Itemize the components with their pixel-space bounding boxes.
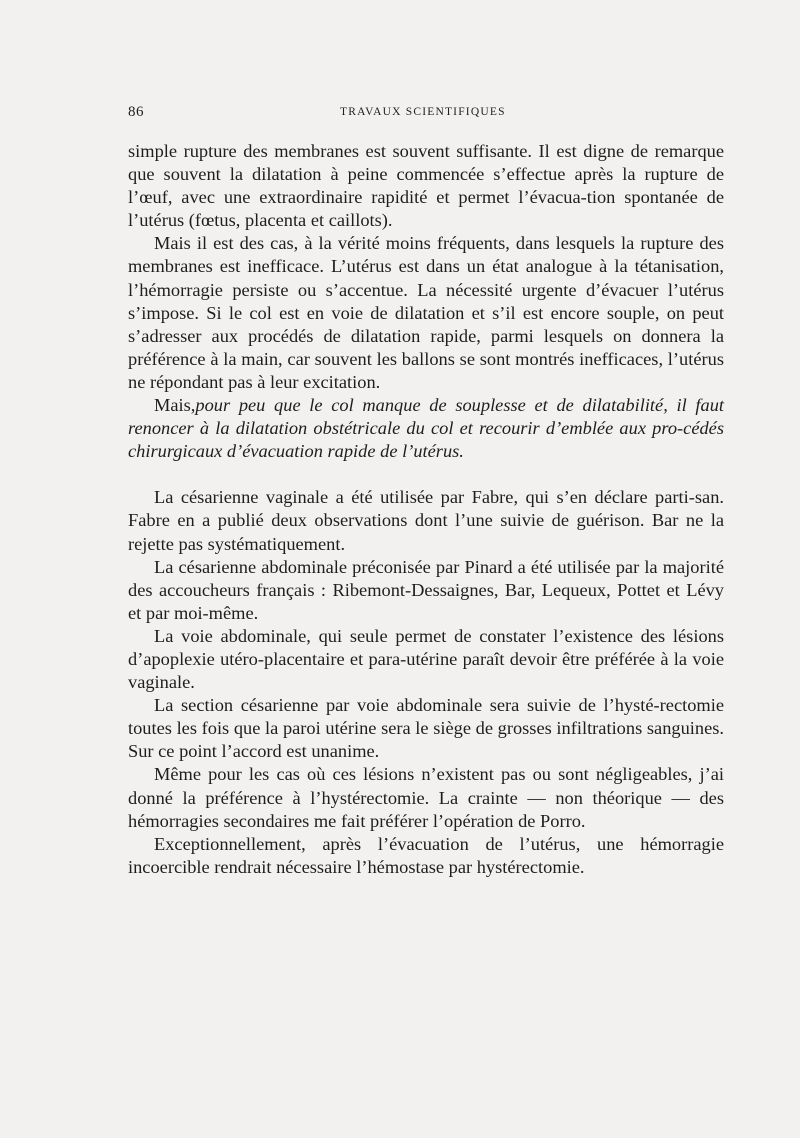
page-number: 86 [128,104,144,120]
running-head: TRAVAUX SCIENTIFIQUES [340,106,506,118]
paragraph-1: simple rupture des membranes est souvent suffisante. Il est digne de remarque que souvent la dilatation à peine commencée s’effectue après la rupture de l’œuf, avec une extraordinaire rapidité et permet l’évacua-tion spontanée de l’utérus (fœtus, placenta et caillots). [128,141,724,231]
page-header [128,104,724,124]
paragraph-8: Même pour les cas où ces lésions n’existent pas ou sont négligeables, j’ai donné la préférence à l’hystérectomie. La crainte — non théorique — des hémorragies secondaires me fait préférer l’opération de Porro. [128,764,724,831]
paragraph-2: Mais il est des cas, à la vérité moins fréquents, dans lesquels la rupture des membranes est inefficace. L’utérus est dans un état analogue à la tétanisation, l’hémorragie persiste ou s’accentue. La nécessité urgente d’évacuer l’utérus s’impose. Si le col est en voie de dilatation et s’il est encore souple, on peut s’adresser aux procédés de dilatation rapide, parmi lesquels on donnera la préférence à la main, car souvent les ballons se sont montrés inefficaces, l’utérus ne répondant pas à leur excitation. [128,233,724,392]
paragraph-3 [128,394,724,463]
paragraph-5: La césarienne abdominale préconisée par Pinard a été utilisée par la majorité des accoucheurs français : Ribemont-Dessaignes, Bar, Lequeux, Pottet et Lévy et par moi-même. [128,556,724,623]
paragraph-9: Exceptionnellement, après l’évacuation de l’utérus, une hémorragie incoercible rendrait nécessaire l’hémostase par hystérectomie. [128,833,724,877]
paragraph-6: La voie abdominale, qui seule permet de constater l’existence des lésions d’apoplexie utéro-placentaire et para-utérine paraît devoir être préférée à la voie vaginale. [128,625,724,693]
paragraph-7: La section césarienne par voie abdominale sera suivie de l’hysté-rectomie toutes les fois que la paroi utérine sera le siège de grosses infiltrations sanguines. Sur ce point l’accord est unanime. [128,695,724,762]
paragraph-4: La césarienne vaginale a été utilisée par Fabre, qui s’en déclare parti-san. Fabre en a publié deux observations dont l’une suivie de guérison. Bar ne la rejette pas systématiquement. [128,487,724,554]
body-text [128,140,724,879]
paragraph-3-italic: pour peu que le col manque de souplesse et de dilatabilité, il faut renoncer à la dilatation obstétricale du col et recourir d’emblée aux pro-cédés chirurgicaux d’évacuation rapide de l’utérus. [128,395,724,462]
paragraph-3-lead: Mais, [154,395,196,416]
